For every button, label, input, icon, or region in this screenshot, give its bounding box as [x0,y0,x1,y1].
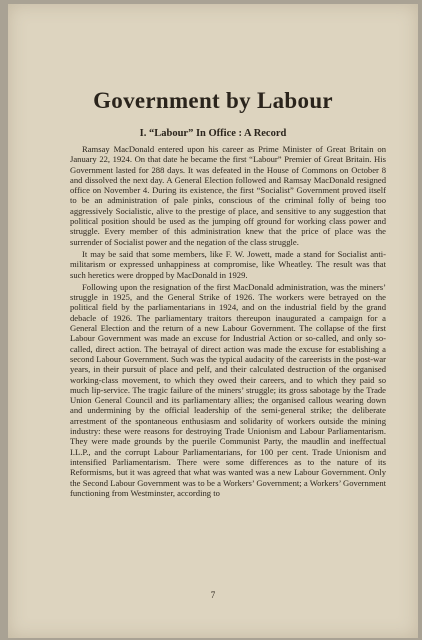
paragraph: Following upon the resignation of the first MacDonald administration, was the miners’ struggle in 1925, and the General Strike of 1926. The workers were betrayed on the political field by the parliamentarians in 1924, and on the industrial field by the grand debacle of 1926. The parliamentary traitors thereupon inaugurated a campaign for a General Election and the return of a new Labour Government. The collapse of the first Labour Government was made an excuse for Industrial Action or so-called, and only so-called, direct action. The betrayal of direct action was made the excuse for establishing a second Labour Government. Such was the typical audacity of the careerists in the post-war years, in their pursuit of place and pelf, and their calculated destruction of the organised working-class movement, to which they owed their careers, and to which they paid so much lip-service. The tragic failure of the miners’ struggle; its gross sabotage by the Trade Union General Council and its parliamentary allies; the organised callous wearing down and undermining by the official leadership of the semi-general strike; the deliberate arrestment of the spontaneous enthusiasm and solidarity of workers outside the mining industry: these were reasons for destroying Trade Unionism and Labour Parliamentarism. They were made grounds by the puerile Communist Party, the maudlin and ineffectual I.L.P., and the corrupt Labour Parliamentarians, for 100 per cent. Trade Unionism and intensified Parliamentarism. There were some differences as to the nature of its Reformisms, but it was agreed that what was wanted was a new Labour Government. Only the Second Labour Government was to be a Workers’ Government; a Workers’ Government functioning from Westminster, according to [70,281,386,498]
paragraph: It may be said that some members, like F. W. Jowett, made a stand for Socialist anti-militarism or expressed unhappiness at compromise, like Wheatley. The result was that such heretics were dropped by MacDonald in 1929. [70,248,386,280]
section-heading: I. “Labour” In Office : A Record [139,128,287,139]
body-text [70,144,386,500]
paragraph: Ramsay MacDonald entered upon his career as Prime Minister of Great Britain on January 22, 1924. On that date he became the first “Labour” Premier of Great Britain. His Government lasted for 288 days. It was defeated in the House of Commons on October 8 and dissolved the next day. A General Election followed and Ramsay MacDonald resigned office on November 4. During its existence, the first “Socialist” Government proved itself to be an administration of pale pinks, conscious of the criminal folly of being too aggressively Socialistic, alive to the prestige of place, and sensitive to any suggestion that political position should be used as the jumping off ground for working class power and struggle. Every member of this administration knew that the price of place was the surrender of Socialist power and the negation of the class struggle. [70,144,386,247]
book-page [8,4,418,638]
page-title: Government by Labour [93,88,333,113]
page-number: 7 [210,590,216,600]
